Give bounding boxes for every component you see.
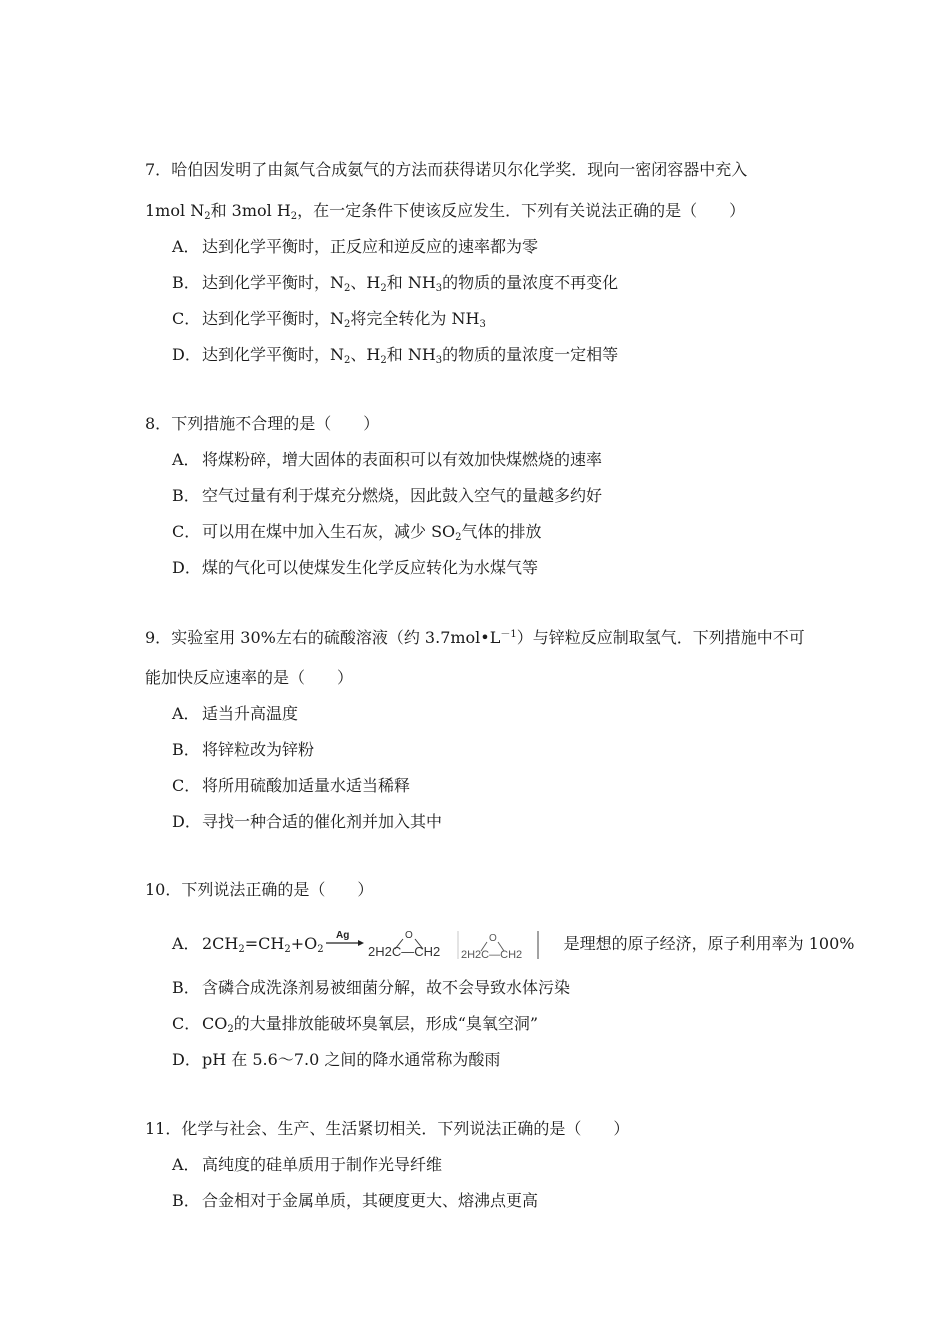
option-text: +O — [290, 934, 318, 953]
option-letter: C． — [172, 1014, 201, 1033]
option-letter: B． — [172, 273, 200, 292]
subscript: 2 — [227, 1024, 234, 1035]
option-text: 是理想的原子经济，原子利用率为 100% — [563, 934, 855, 953]
option-text: 的物质的量浓度一定相等 — [442, 345, 619, 364]
option-text: 2CH — [202, 934, 239, 953]
question-number: 11． — [145, 1119, 182, 1138]
question-7-stem-line1 — [145, 160, 747, 180]
subscript: 2 — [238, 944, 245, 955]
option-text: 高纯度的硅单质用于制作光导纤维 — [202, 1155, 443, 1174]
option-letter: B． — [172, 1191, 200, 1210]
question-text: 实验室用 30%左右的硫酸溶液（约 3.7mol•L — [171, 628, 501, 647]
stem-fragment: 和 3mol H — [210, 201, 291, 220]
question-text: ）与锌粒反应制取氢气．下列措施中不可 — [516, 628, 805, 647]
question-11-stem — [145, 1119, 629, 1139]
question-9-option-d — [172, 812, 442, 832]
option-letter: A． — [172, 450, 200, 469]
superscript: －1 — [500, 629, 517, 640]
question-8-option-c — [172, 522, 542, 542]
question-text: 哈伯因发明了由氮气合成氨气的方法而获得诺贝尔化学奖．现向一密闭容器中充入 — [171, 160, 748, 179]
question-9-option-a — [172, 704, 298, 724]
option-text: 适当升高温度 — [202, 704, 299, 723]
option-letter: D． — [172, 812, 201, 831]
question-7-option-a — [172, 237, 538, 257]
question-text: 下列措施不合理的是（ ） — [171, 414, 380, 433]
question-10-option-a — [172, 929, 854, 959]
subscript: 2 — [204, 211, 211, 222]
subscript: 2 — [380, 355, 387, 366]
question-10-option-c — [172, 1014, 538, 1034]
question-number: 8． — [145, 414, 172, 433]
option-text: 达到化学平衡时，N — [202, 309, 345, 328]
option-text: =CH — [244, 934, 285, 953]
question-8-option-d — [172, 558, 538, 578]
subscript: 2 — [317, 944, 324, 955]
subscript: 2 — [380, 283, 387, 294]
question-9-stem-line2 — [145, 668, 353, 688]
question-11-option-a — [172, 1155, 442, 1175]
option-text: 合金相对于金属单质，其硬度更大、熔沸点更高 — [202, 1191, 539, 1210]
option-text: 将锌粒改为锌粉 — [202, 740, 315, 759]
option-text: 达到化学平衡时，正反应和逆反应的速率都为零 — [202, 237, 539, 256]
option-text: 、H — [350, 345, 381, 364]
option-text: 煤的气化可以使煤发生化学反应转化为水煤气等 — [202, 558, 539, 577]
subscript: 2 — [344, 283, 351, 294]
question-number: 9． — [145, 628, 172, 647]
option-text: 达到化学平衡时，N — [202, 273, 345, 292]
stem-fragment: ，在一定条件下使该反应发生．下列有关说法正确的是（ ） — [297, 201, 746, 220]
option-letter: D． — [172, 558, 201, 577]
option-letter: A． — [172, 1155, 200, 1174]
option-letter: D． — [172, 1050, 201, 1069]
option-letter: C． — [172, 522, 201, 541]
option-letter: A． — [172, 237, 200, 256]
option-letter: B． — [172, 486, 200, 505]
question-9-stem-line1 — [145, 628, 805, 648]
product-formula-duplicate: 2H2C—CH2 — [460, 949, 522, 959]
option-letter: A． — [172, 934, 200, 953]
option-text: 含磷合成洗涤剂易被细菌分解，故不会导致水体污染 — [202, 978, 571, 997]
option-text: 将完全转化为 NH — [350, 309, 480, 328]
product-formula: 2H2C—CH2 — [367, 944, 440, 959]
option-text: 达到化学平衡时，N — [202, 345, 345, 364]
option-text: 和 NH — [386, 345, 436, 364]
subscript: 2 — [290, 211, 298, 222]
question-11-option-b — [172, 1191, 538, 1211]
subscript: 3 — [435, 283, 443, 294]
option-text: 和 NH — [386, 273, 436, 292]
stem-fragment: 1mol N — [145, 201, 205, 220]
question-9-option-c — [172, 776, 410, 796]
option-text: 的大量排放能破坏臭氧层，形成“臭氧空洞” — [233, 1014, 539, 1033]
question-number: 10． — [145, 880, 182, 899]
option-letter: A． — [172, 704, 200, 723]
question-8-stem — [145, 414, 379, 434]
catalyst-label: Ag — [335, 930, 349, 941]
subscript: 2 — [344, 319, 351, 330]
question-8-option-b — [172, 486, 602, 506]
option-letter: D． — [172, 345, 201, 364]
option-letter: B． — [172, 740, 200, 759]
oxygen-atom-duplicate: O — [488, 933, 497, 944]
question-text: 下列说法正确的是（ ） — [181, 880, 374, 899]
question-text: 化学与社会、生产、生活紧切相关．下列说法正确的是（ ） — [181, 1119, 630, 1138]
question-number: 7． — [145, 160, 172, 179]
question-8-option-a — [172, 450, 602, 470]
subscript: 3 — [479, 319, 486, 330]
option-letter: C． — [172, 309, 201, 328]
option-text: 寻找一种合适的催化剂并加入其中 — [202, 812, 443, 831]
subscript: 2 — [344, 355, 351, 366]
question-7-option-d — [172, 345, 618, 365]
option-letter: C． — [172, 776, 201, 795]
option-text: 可以用在煤中加入生石灰，减少 SO — [202, 522, 456, 541]
question-10-option-d — [172, 1050, 500, 1070]
option-text: 的物质的量浓度不再变化 — [442, 273, 619, 292]
option-text: 气体的排放 — [461, 522, 542, 541]
option-text: pH 在 5.6～7.0 之间的降水通常称为酸雨 — [202, 1050, 501, 1069]
subscript: 3 — [435, 355, 443, 366]
question-7-stem-line2 — [145, 201, 745, 221]
question-10-stem — [145, 880, 373, 900]
option-text: 将煤粉碎，增大固体的表面积可以有效加快煤燃烧的速率 — [202, 450, 603, 469]
subscript: 2 — [455, 532, 462, 543]
reaction-arrow-icon — [324, 929, 564, 959]
subscript: 2 — [284, 944, 291, 955]
question-7-option-b — [172, 273, 618, 293]
oxygen-atom: O — [404, 930, 413, 941]
question-7-option-c — [172, 309, 486, 329]
option-text: CO — [202, 1014, 228, 1033]
reaction-scheme-image — [324, 929, 564, 959]
option-text: 将所用硫酸加适量水适当稀释 — [202, 776, 411, 795]
question-text: 能加快反应速率的是（ ） — [145, 668, 354, 687]
option-text: 、H — [350, 273, 381, 292]
question-9-option-b — [172, 740, 314, 760]
option-text: 空气过量有利于煤充分燃烧，因此鼓入空气的量越多约好 — [202, 486, 603, 505]
option-letter: B． — [172, 978, 200, 997]
question-10-option-b — [172, 978, 570, 998]
